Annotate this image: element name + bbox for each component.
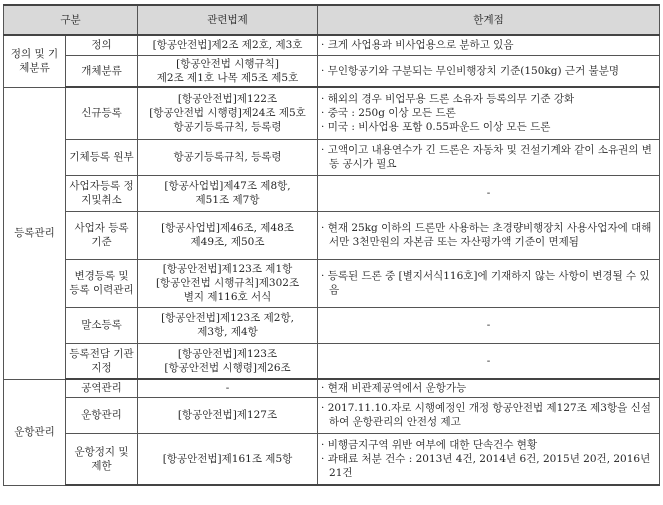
law-line: [항공안전법]제123조 제1항 [162,263,293,275]
row-law [138,211,318,259]
row-label: 신규등록 [66,87,138,139]
row-label: 사업자 등록 기준 [66,211,138,259]
limitation-item: · 등록된 드론 중 [별지서식116호]에 기재하지 않는 사항이 변경될 수 있음 [321,270,650,296]
row-law [138,307,318,343]
law-line: [항공사업법]제46조, 제48조 [161,222,294,234]
row-limitation-empty: - [318,343,660,379]
row-law: [항공안전법]제127조 [138,397,318,433]
section-operations: 운항관리 [4,379,66,485]
limitation-item: · 해외의 경우 비업무용 드론 소유자 등록의무 기준 강화 [321,93,575,106]
row-law: 항공기등록규칙, 등록령 [138,139,318,175]
header-law: 관련법제 [138,5,318,35]
row-limitation [318,211,660,259]
row-limitation [318,55,660,87]
table-row [4,433,660,485]
limitation-item: · 과태료 처분 건수 : 2013년 4건, 2014년 6건, 2015년 20건, 2016년 21건 [321,452,651,479]
law-line: 제2조 제1호 나목 제5조 제5호 [156,71,299,84]
row-label: 변경등록 및 등록 이력관리 [66,259,138,307]
header-category: 구분 [4,5,138,35]
row-law-empty: - [138,379,318,397]
law-line: [항공안전법 시행규칙]제302조 [155,277,300,289]
drone-regulation-table [3,4,660,486]
row-label: 운항정지 및 제한 [66,433,138,485]
row-label: 말소등록 [66,307,138,343]
row-law [138,55,318,87]
row-limitation [318,433,660,485]
row-law [138,175,318,211]
section-registration: 등록관리 [4,87,66,379]
row-limitation-empty: - [318,175,660,211]
section-definition: 정의 및 기체분류 [4,35,66,87]
law-line: 제51조 제7항 [195,194,260,206]
law-line: 제49조, 제50조 [190,236,265,248]
row-limitation [318,397,660,433]
row-label: 개체분류 [66,55,138,87]
row-law [138,343,318,379]
table-row [4,379,660,397]
row-law: [항공안전법]제161조 제5항 [138,433,318,485]
row-label: 기체등록 원부 [66,139,138,175]
row-limitation-empty: - [318,307,660,343]
limitation-item: · 2017.11.10.자로 시행예정인 개정 항공안전법 제127조 제3항을 신설하여 운항관리의 안전성 제고 [321,402,651,428]
law-line: 제3항, 제4항 [197,326,258,338]
row-label: 사업자등록 정지및취소 [66,175,138,211]
row-label: 정의 [66,35,138,55]
row-law [138,259,318,307]
law-line: [항공안전법 시행령]제26조 [164,361,291,374]
row-label: 운항관리 [66,397,138,433]
limitation-item: · 고액이고 내용연수가 긴 드론은 자동차 및 건설기계와 같이 소유권의 변동 공시가 필요 [321,144,652,170]
table-row [4,55,660,87]
law-line: [항공안전법]제122조 [177,93,278,106]
table-row [4,211,660,259]
limitation-item: · 현재 25kg 이하의 드론만 사용하는 초경량비행장치 사용사업자에 대해서만 3천만원의 자본금 또는 자산평가액 기준이 면제됨 [321,222,652,248]
row-limitation [318,139,660,175]
limitation-item: · 비행금지구역 위반 여부에 대한 단속건수 현황 [321,438,538,451]
law-line: [항공안전법]제123조 제2항, [161,312,294,324]
limitation-item: · 미국 : 비사업용 포함 0.55파운드 이상 모든 드론 [321,121,551,134]
table-row [4,343,660,379]
table-row [4,35,660,55]
header-row [4,5,660,35]
row-law [138,87,318,139]
row-label: 등록전담 기관지정 [66,343,138,379]
law-line: 별지 제116호 서식 [183,291,272,303]
limitation-item: · 중국 : 250g 이상 모든 드론 [321,107,456,120]
law-line: [항공안전법 시행령]제24조 제5호 [149,107,306,120]
table-row [4,87,660,139]
row-limitation [318,379,660,397]
law-line: [항공안전법]제123조 [177,347,278,360]
row-limitation [318,87,660,139]
table-wrapper [3,4,660,486]
limitation-item: · 무인항공기와 구분되는 무인비행장치 기준(150kg) 근거 불분명 [321,64,619,77]
row-limitation [318,35,660,55]
law-line: [항공사업법]제47조 제8항, [164,180,291,192]
limitation-item: · 현재 비관제공역에서 운항가능 [321,382,467,395]
table-row [4,307,660,343]
row-label: 공역관리 [66,379,138,397]
table-row [4,139,660,175]
row-limitation [318,259,660,307]
table-row [4,397,660,433]
table-row [4,175,660,211]
law-line: 항공기등록규칙, 등록령 [173,121,282,134]
law-line: [항공안전법 시행규칙] [176,57,279,70]
header-limitation: 한계점 [318,5,660,35]
row-law: [항공안전법]제2조 제2호, 제3호 [138,35,318,55]
table-row [4,259,660,307]
limitation-item: · 크게 사업용과 비사업용으로 분하고 있음 [321,39,514,52]
